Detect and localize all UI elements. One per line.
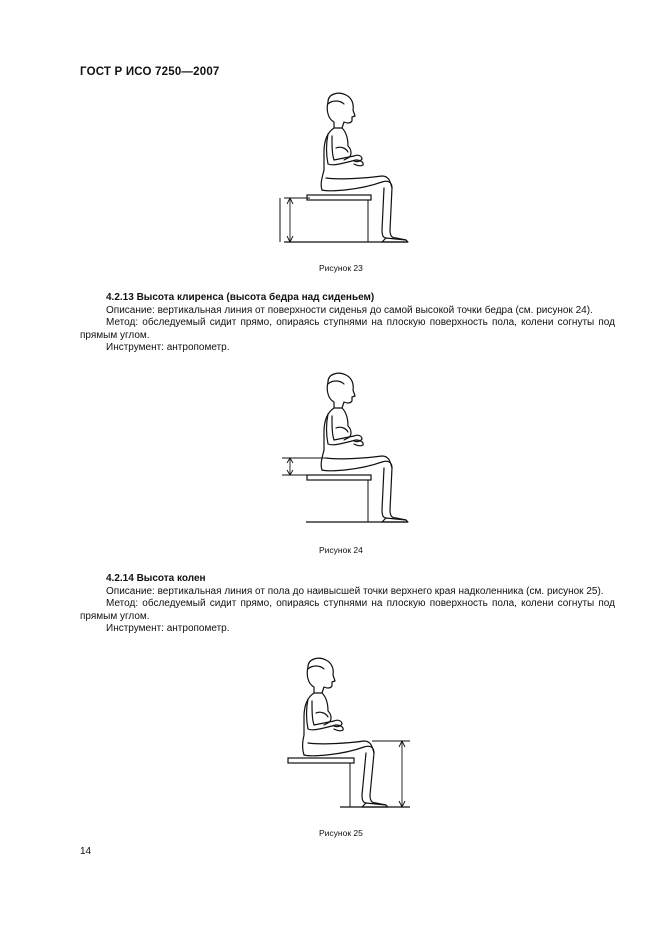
section-4-2-13 xyxy=(80,292,615,355)
figure-25-knee-height xyxy=(270,655,420,815)
section-instrument: Инструмент: антропометр. xyxy=(106,342,230,354)
section-method: Метод: обследуемый сидит прямо, опираясь ступнями на плоскую поверхность пола, колени согнуты под прямым углом. xyxy=(80,598,615,622)
figure-24-caption: Рисунок 24 xyxy=(319,545,363,555)
section-description: Описание: вертикальная линия от поверхности сиденья до самой высокой точки бедра (см. рисунок 24). xyxy=(106,304,593,316)
section-4-2-14 xyxy=(80,573,615,636)
figure-25-caption: Рисунок 25 xyxy=(319,828,363,838)
figure-24-thigh-clearance xyxy=(270,372,420,528)
section-heading: 4.2.14 Высота колен xyxy=(106,573,206,584)
section-description: Описание: вертикальная линия от пола до наивысшей точки верхнего края надколенника (см. рисунок 25). xyxy=(106,585,604,597)
seated-person-illustration xyxy=(270,92,420,248)
document-header: ГОСТ Р ИСО 7250—2007 xyxy=(80,66,220,78)
seated-person-illustration xyxy=(270,372,420,528)
seated-person-illustration xyxy=(270,655,420,815)
section-heading: 4.2.13 Высота клиренса (высота бедра над сиденьем) xyxy=(106,292,375,303)
page-number: 14 xyxy=(80,846,92,857)
section-instrument: Инструмент: антропометр. xyxy=(106,623,230,635)
figure-23-caption: Рисунок 23 xyxy=(319,263,363,273)
section-method: Метод: обследуемый сидит прямо, опираясь ступнями на плоскую поверхность пола, колени согнуты под прямым углом. xyxy=(80,317,615,341)
figure-23-seat-height xyxy=(270,92,420,248)
